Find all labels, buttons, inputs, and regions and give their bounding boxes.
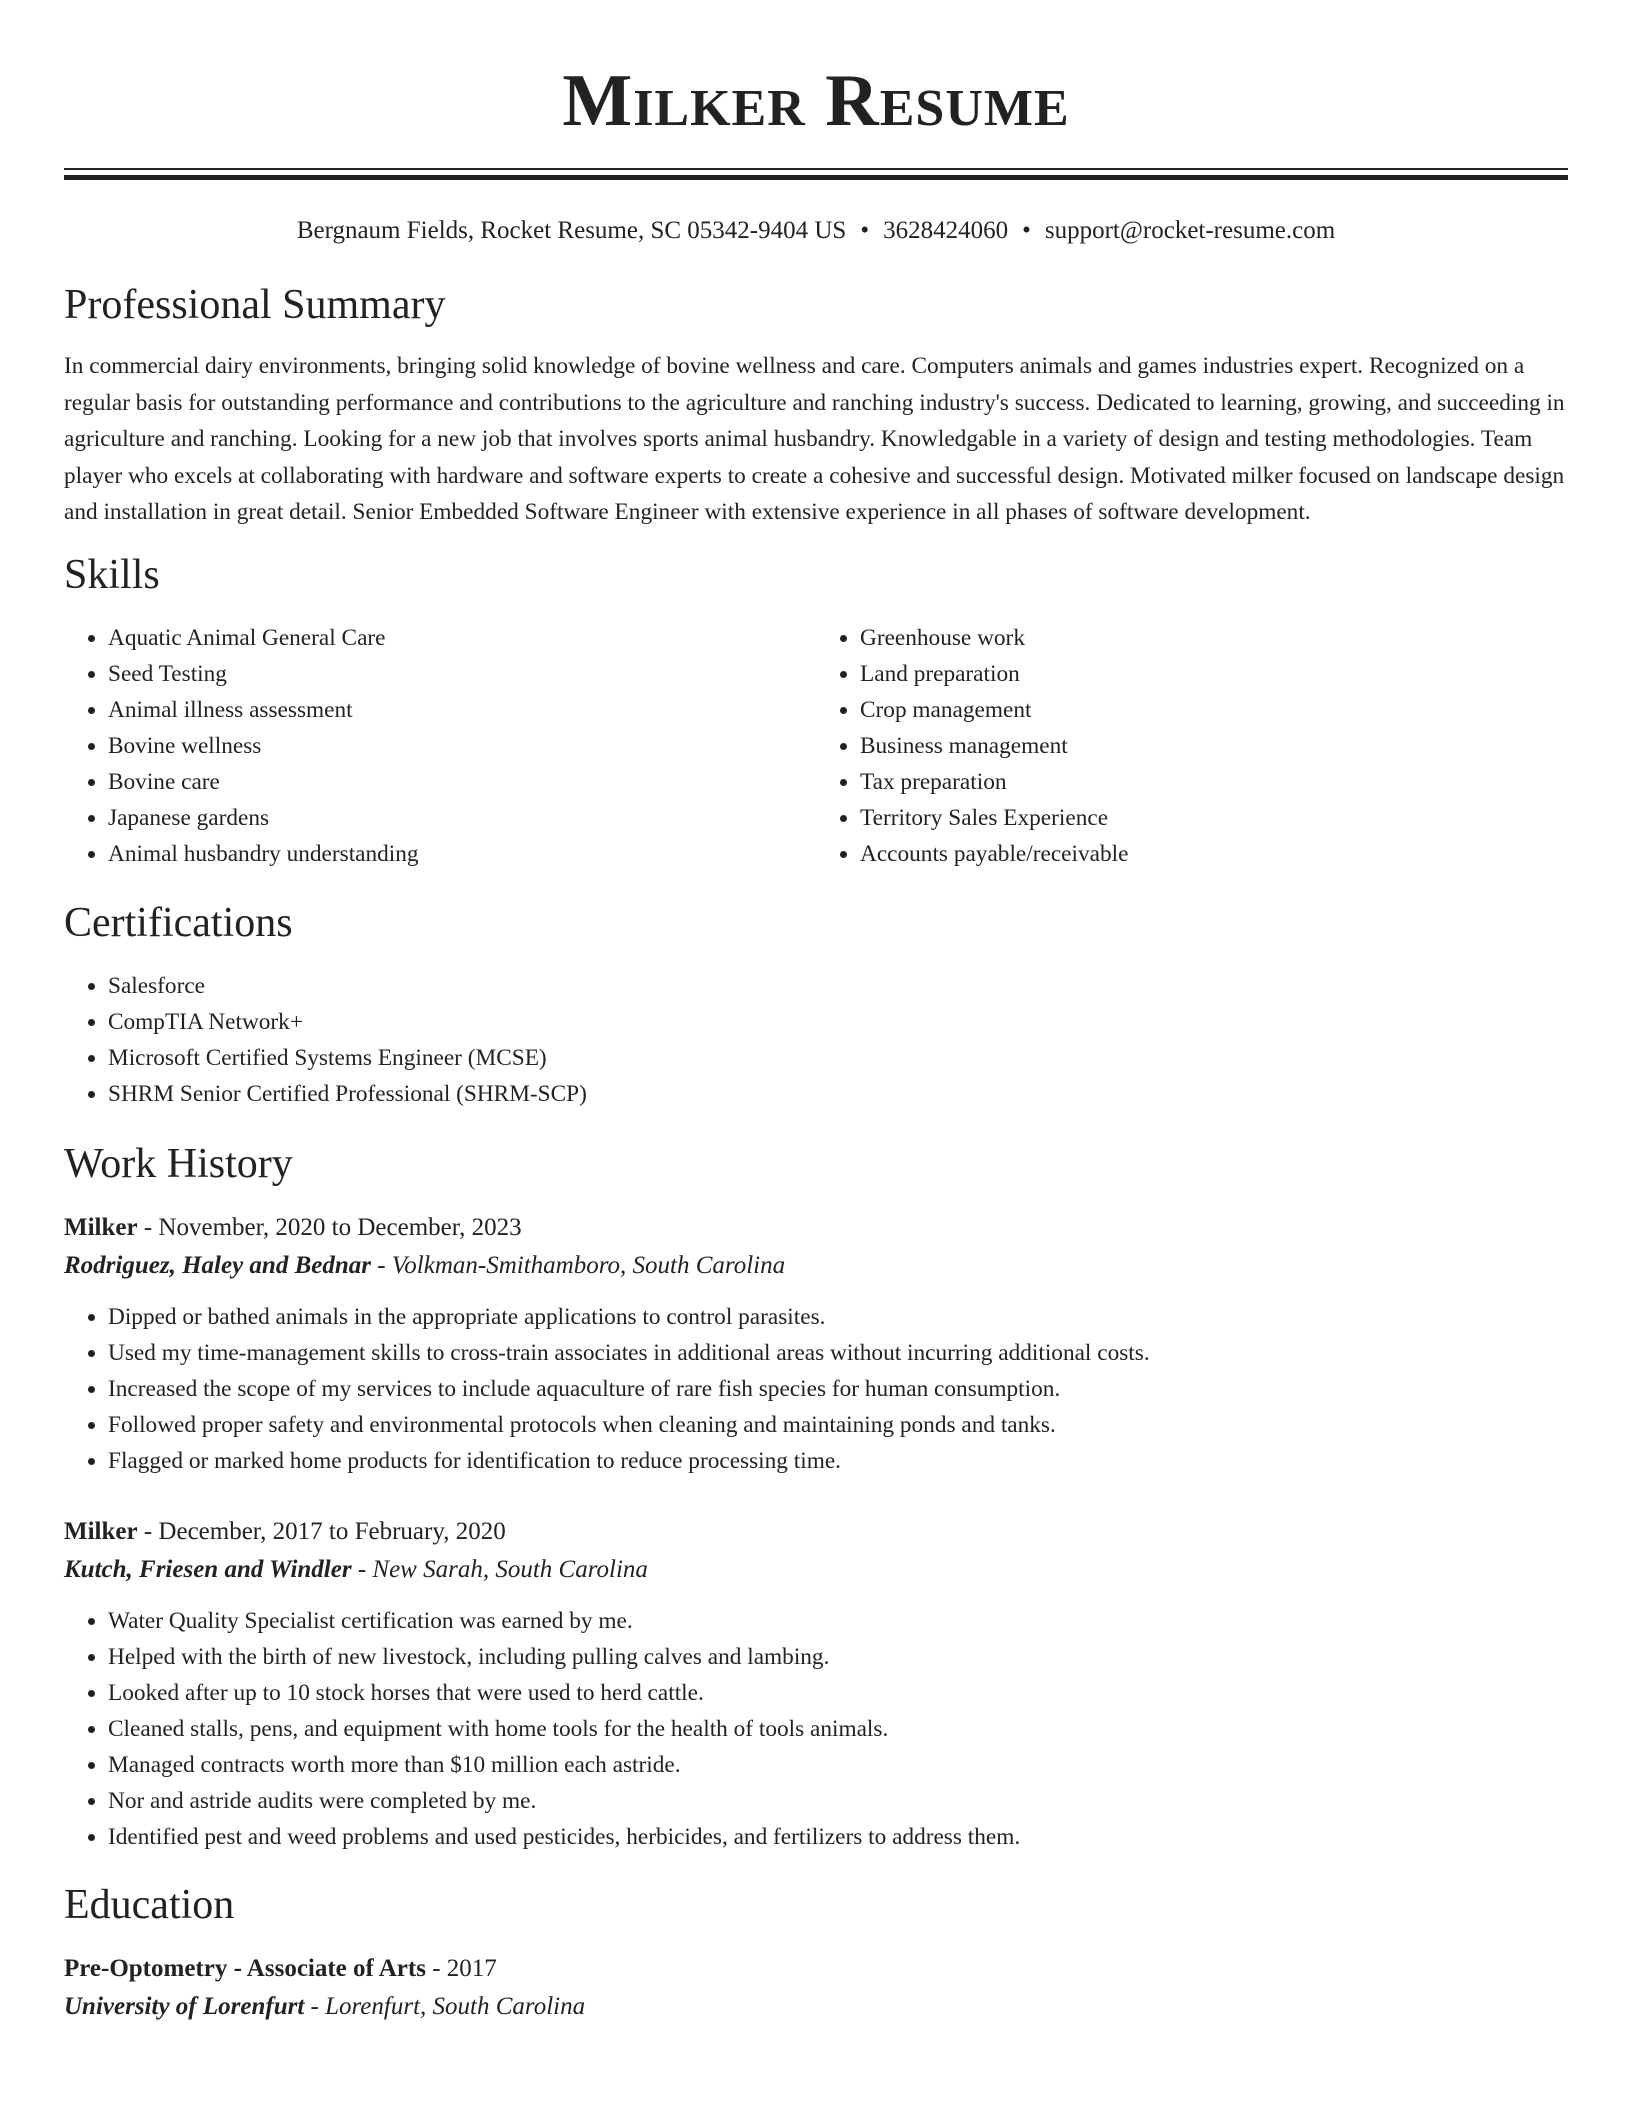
education-location: - Lorenfurt, South Carolina [304, 1992, 586, 2020]
job-entry [64, 1209, 1568, 1479]
divider-thin-line [64, 168, 1568, 170]
divider-thick-line [64, 175, 1568, 180]
job-location: - New Sarah, South Carolina [351, 1555, 648, 1583]
job-duty: • Cleaned stalls, pens, and equipment with home tools for the health of tools animals. [108, 1711, 1568, 1747]
job-duty: • Dipped or bathed animals in the appropriate applications to control parasites. [108, 1299, 1568, 1335]
education-degree-line [64, 1950, 1568, 1988]
job-duties-list [64, 1299, 1568, 1479]
certification-item: • CompTIA Network+ [108, 1004, 1568, 1040]
education-year: - 2017 [425, 1954, 497, 1982]
skills-heading: Skills [64, 551, 160, 598]
skill-item: • Tax preparation [860, 764, 1568, 800]
job-title: Milker [64, 1213, 138, 1241]
job-duty: • Water Quality Specialist certification was earned by me. [108, 1603, 1568, 1639]
job-company-line [64, 1247, 1568, 1285]
certification-item: • Salesforce [108, 968, 1568, 1004]
job-duty: • Used my time-management skills to cross-train associates in additional areas without incurring additional costs. [108, 1335, 1568, 1371]
skill-item: • Land preparation [860, 656, 1568, 692]
skill-item: • Animal husbandry understanding [108, 836, 816, 872]
job-company: Rodriguez, Haley and Bednar [64, 1251, 371, 1279]
job-duty: • Nor and astride audits were completed by me. [108, 1783, 1568, 1819]
certification-item: • Microsoft Certified Systems Engineer (MCSE) [108, 1040, 1568, 1076]
job-duty: • Flagged or marked home products for identification to reduce processing time. [108, 1443, 1568, 1479]
job-title-line [64, 1513, 1568, 1551]
skills-column-right [816, 620, 1568, 872]
skill-item: • Greenhouse work [860, 620, 1568, 656]
skill-item: • Seed Testing [108, 656, 816, 692]
skill-item: • Crop management [860, 692, 1568, 728]
work-history-heading: Work History [64, 1140, 293, 1187]
contact-email[interactable]: support@rocket-resume.com [1044, 217, 1336, 244]
contact-separator: • [1022, 217, 1031, 244]
skill-item: • Business management [860, 728, 1568, 764]
job-company: Kutch, Friesen and Windler [64, 1555, 352, 1583]
job-duties-list [64, 1603, 1568, 1855]
skills-list [64, 620, 1568, 872]
job-duty: • Helped with the birth of new livestock, including pulling calves and lambing. [108, 1639, 1568, 1675]
certifications-heading: Certifications [64, 899, 293, 946]
summary-text: In commercial dairy environments, bringing solid knowledge of bovine wellness and care. Computers animals and games industries expert. Recognized on a regular basis for outstanding performance and contributions to the agriculture and ranching industry's success. Dedicated to learning, growing, and succeeding in agriculture and ranching. Looking for a new job that involves sports animal husbandry. Knowledgable in a variety of design and testing methodologies. Team player who excels at collaborating with hardware and software experts to create a cohesive and successful design. Motivated milker focused on landscape design and installation in great detail. Senior Embedded Software Engineer with extensive experience in all phases of software development. [64, 353, 1565, 525]
job-duty: • Increased the scope of my services to include aquaculture of rare fish species for human consumption. [108, 1371, 1568, 1407]
certifications-list [64, 968, 1568, 1112]
skill-item: • Territory Sales Experience [860, 800, 1568, 836]
skills-column-left [64, 620, 816, 872]
skill-item: • Japanese gardens [108, 800, 816, 836]
title-divider [64, 168, 1568, 180]
job-dates: - December, 2017 to February, 2020 [137, 1517, 506, 1545]
education-degree: Pre-Optometry - Associate of Arts [64, 1954, 426, 1982]
contact-phone: 3628424060 [883, 217, 1009, 244]
skill-item: • Bovine care [108, 764, 816, 800]
job-duty: • Followed proper safety and environmental protocols when cleaning and maintaining ponds and tanks. [108, 1407, 1568, 1443]
job-duty: • Managed contracts worth more than $10 million each astride. [108, 1747, 1568, 1783]
job-entry [64, 1513, 1568, 1855]
skill-item: • Bovine wellness [108, 728, 816, 764]
job-title: Milker [64, 1517, 138, 1545]
job-dates: - November, 2020 to December, 2023 [137, 1213, 522, 1241]
job-duty: • Looked after up to 10 stock horses that were used to herd cattle. [108, 1675, 1568, 1711]
summary-heading: Professional Summary [64, 282, 446, 328]
job-duty: • Identified pest and weed problems and used pesticides, herbicides, and fertilizers to address them. [108, 1819, 1568, 1855]
education-heading: Education [64, 1881, 235, 1928]
skill-item: • Accounts payable/receivable [860, 836, 1568, 872]
skill-item: • Aquatic Animal General Care [108, 620, 816, 656]
education-school-line [64, 1988, 1568, 2026]
contact-separator: • [860, 217, 870, 244]
skill-item: • Animal illness assessment [108, 692, 816, 728]
job-company-line [64, 1551, 1568, 1589]
contact-address: Bergnaum Fields, Rocket Resume, SC 05342-9404 US [296, 217, 847, 244]
education-entry [64, 1950, 1568, 2026]
job-title-line [64, 1209, 1568, 1247]
resume-title: Milker Resume [562, 60, 1070, 142]
job-location: - Volkman-Smithamboro, South Carolina [370, 1251, 786, 1279]
education-school: University of Lorenfurt [64, 1992, 305, 2020]
certification-item: • SHRM Senior Certified Professional (SHRM-SCP) [108, 1076, 1568, 1112]
contact-line [64, 215, 1568, 247]
